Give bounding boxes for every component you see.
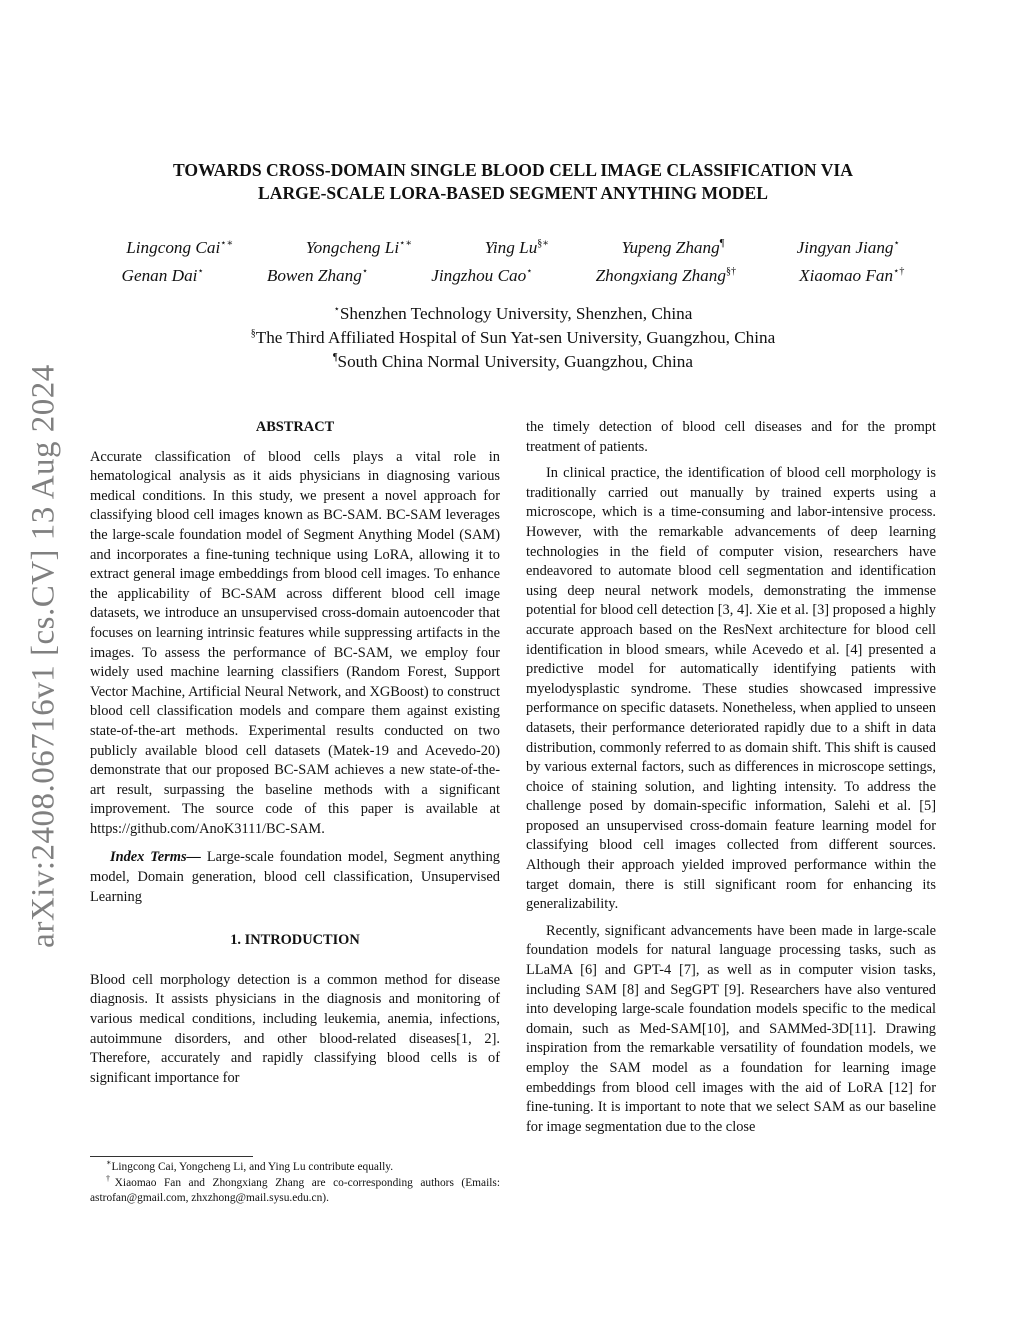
author-mark: ¶ [719,238,725,249]
author: Yongcheng Li⋆∗ [305,238,413,257]
index-terms [90,848,500,907]
author-mark: ⋆∗ [399,238,413,249]
intro-paragraph-2: In clinical practice, the identification of blood cell morphology is traditionally carried out manually by trained experts using a microscope, which is a time-consuming and labor-intensive process. However, with the remarkable advancements of deep learning technologies in the field of computer vision, researchers have endeavored to automate blood cell segmentation and identification using deep neural network models, demonstrating the immense potential for blood cell detection [3, 4]. Xie et al. [3] proposed a highly accurate approach based on the ResNext architecture for blood cell identification in blood smears, while Acevedo et al. [4] presented a predictive model for automatically identifying patients with myelodysplastic syndrome. These studies showcased impressive performance on specific datasets. Nonetheless, when applied to unseen datasets, their performance deteriorated rapidly due to a shift in data distribution, commonly referred to as domain shift. This shift is caused by various external factors, such as differences in microscope settings, choice of staining solution, and lighting intensity. To address the challenge posed by domain-specific information, Salehi et al. [5] proposed an unsupervised cross-domain feature learning model for classifying blood cell images collected from different sources. Although their approach yielded improved performance within the target domain, there is still significant room for enhancing its generalizability. [526,465,936,913]
footnote: †Xiaomao Fan and Zhongxiang Zhang are co-corresponding authors (Emails: astrofan@gmail.com, zhxzhong@mail.sysu.edu.cn). [90,1173,500,1205]
abstract-heading: ABSTRACT [255,419,335,435]
author-mark: ⋆ [893,238,900,249]
author-mark: ⋆∗ [220,238,234,249]
author-mark: ⋆† [893,266,905,277]
abstract-text: Accurate classification of blood cells plays a vital role in hematological analysis as it aids physicians in diagnosing various medical conditions. In this study, we present a novel approach for classifying blood cell images known as BC-SAM. BC-SAM leverages the large-scale foundation model of Segment Anything Model (SAM) and incorporates a fine-tuning technique using LoRA, allowing it to extract general image embeddings from blood cell images. To enhance the applicability of BC-SAM across different blood cell image datasets, we introduce an unsupervised cross-domain autoencoder that focuses on learning intrinsic features while suppressing artifacts in the images. To assess the performance of BC-SAM, we employ four widely used machine learning classifiers (Random Forest, Support Vector Machine, Artificial Neural Network, and XGBoost) to construct blood cell classification models and compare them against existing state-of-the-art methods. Experimental results conducted on two publicly available blood cell datasets (Matek-19 and Acevedo-20) demonstrate that our proposed BC-SAM achieves a new state-of-the-art result, surpassing the baseline methods with a significant improvement. The source code of this paper is available at https://github.com/AnoK3111/BC-SAM. [90,448,500,837]
affiliation: §The Third Affiliated Hospital of Sun Yat-sen University, Guangzhou, China [250,328,776,347]
author: Genan Dai⋆ [121,266,204,285]
title-line-2: LARGE-SCALE LORA-BASED SEGMENT ANYTHING MODEL [258,183,768,203]
affiliations [90,302,936,374]
author-mark: ⋆ [197,266,204,277]
index-terms-label: Index Terms— [110,849,201,866]
footnotes [90,1156,500,1207]
author-list [90,234,936,290]
footnote: ∗Lingcong Cai, Yongcheng Li, and Ying Lu contribute equally. [106,1158,394,1173]
intro-paragraph-1: Blood cell morphology detection is a common method for disease diagnosis. It assists physicians in the diagnosis and monitoring of various medical conditions, including leukemia, anemia, infections, autoimmune disorders, and other blood-related diseases[1, 2]. Therefore, accurately and rapidly classifying blood cells is of significant importance for [90,971,500,1086]
author: Jingzhou Cao⋆ [431,266,533,285]
author: Jingyan Jiang⋆ [796,238,900,257]
index-terms-text: Large-scale foundation model, Segment anything model, Domain generation, blood cell classification, Unsupervised Learning [90,849,500,905]
author-mark: ⋆ [361,266,369,277]
introduction-heading: 1. INTRODUCTION [230,932,360,949]
affiliation: ⋆Shenzhen Technology University, Shenzhen, China [333,304,693,323]
author-mark: §† [725,266,736,277]
title-line-1: TOWARDS CROSS-DOMAIN SINGLE BLOOD CELL IMAGE CLASSIFICATION VIA [173,160,853,180]
footnote-divider [90,1156,253,1157]
affiliation: ¶South China Normal University, Guangzhou, China [332,352,693,371]
author-mark: ⋆ [526,266,533,277]
author: Zhongxiang Zhang§† [595,266,736,285]
right-column [526,418,936,1137]
author-row-2 [90,262,936,290]
author-mark: §∗ [537,238,550,249]
author: Ying Lu§∗ [484,238,550,257]
author: Bowen Zhang⋆ [266,266,369,285]
arxiv-identifier[interactable]: arXiv:2408.06716v1 [cs.CV] 13 Aug 2024 [25,364,62,948]
intro-paragraph-1-continued: the timely detection of blood cell diseases and for the prompt treatment of patients. [526,419,936,455]
author: Xiaomao Fan⋆† [799,266,905,285]
author: Yupeng Zhang¶ [621,238,725,257]
paper-title [90,159,936,205]
author: Lingcong Cai⋆∗ [126,238,234,257]
author-row-1 [90,234,936,262]
intro-paragraph-3: Recently, significant advancements have been made in large-scale foundation models for natural language processing tasks, such as LLaMA [6] and GPT-4 [7], as well as in computer vision tasks, including SAM [8] and SegGPT [9]. Researchers have also ventured into developing large-scale foundation models specific to the medical domain, such as Med-SAM[10], and SAMMed-3D[11]. Drawing inspiration from the remarkable versatility of foundation models, we employ the SAM model as a foundation for learning image embeddings from blood cell images with the aid of LoRA [12] for fine-tuning. It is important to note that we select SAM as our baseline for image segmentation due to the close [526,922,936,1135]
left-column [90,418,500,1088]
